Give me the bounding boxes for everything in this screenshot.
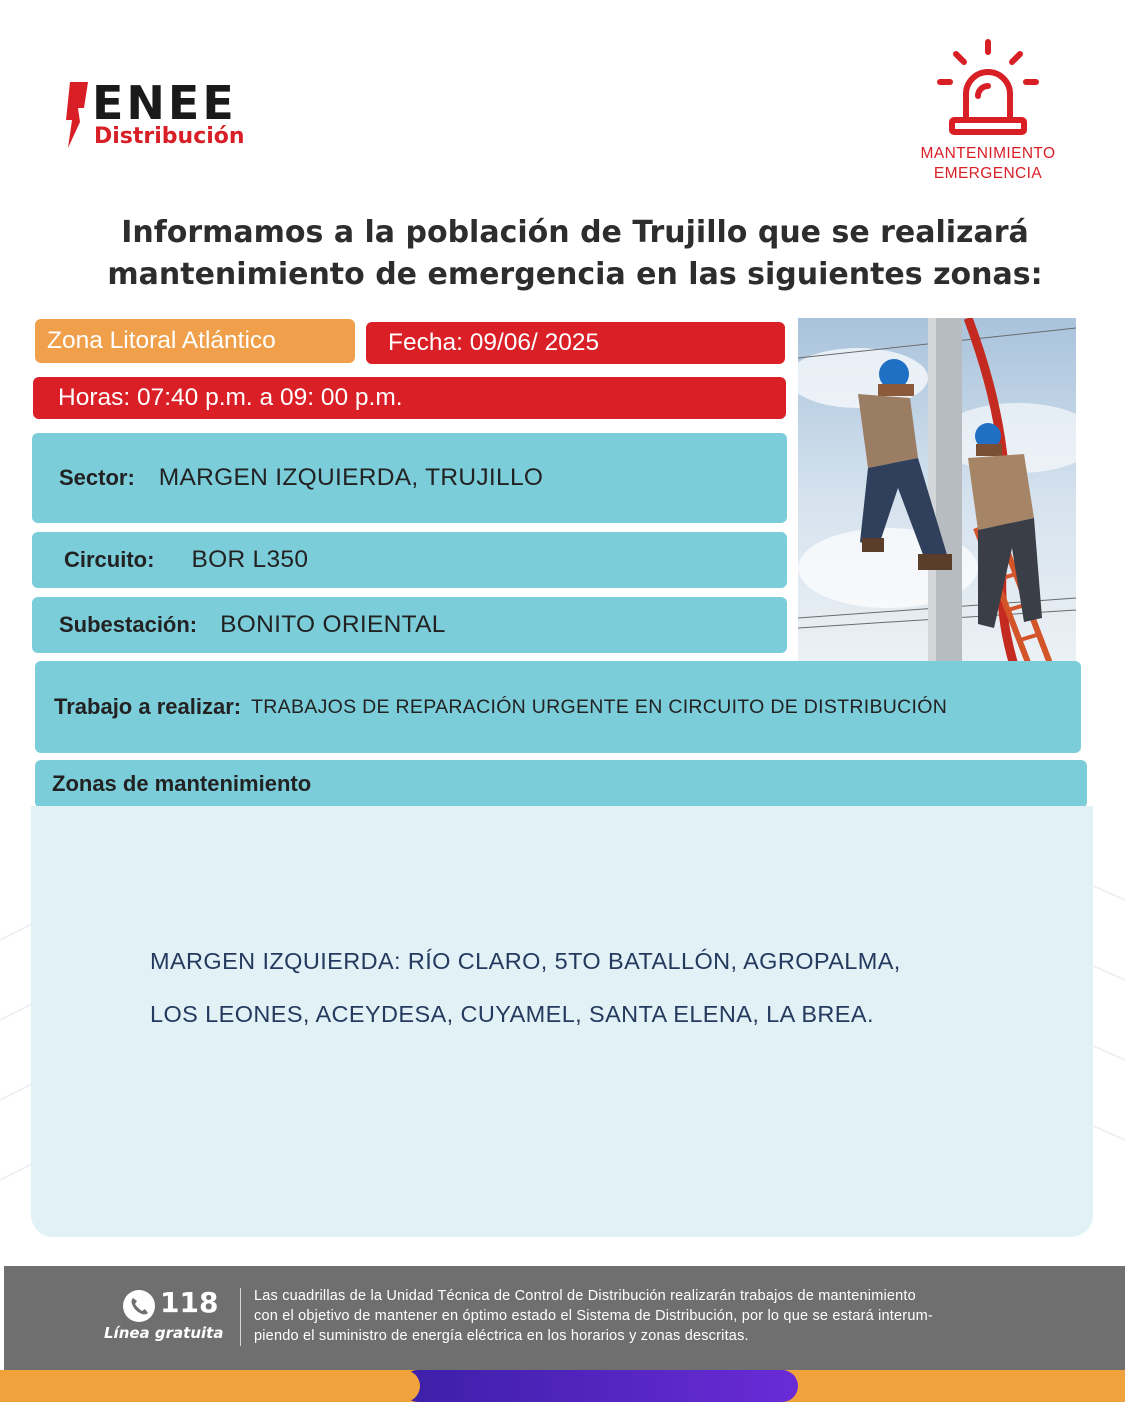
logo-wordmark: ENEE	[92, 76, 237, 130]
subestacion-value: BONITO ORIENTAL	[220, 611, 446, 638]
footer	[4, 1266, 1125, 1370]
zone-line: MARGEN IZQUIERDA: RÍO CLARO, 5TO BATALLÓN, AGROPALMA,	[150, 948, 901, 974]
fecha-pill: Fecha: 09/06/ 2025	[366, 322, 785, 364]
sector-value: MARGEN IZQUIERDA, TRUJILLO	[158, 464, 544, 491]
horas-pill: Horas: 07:40 p.m. a 09: 00 p.m.	[33, 377, 786, 419]
zone-line: LOS LEONES, ACEYDESA, CUYAMEL, SANTA ELENA, LA BREA.	[150, 1001, 874, 1027]
logo-division: Distribución	[94, 124, 245, 149]
subestacion-label: Subestación:	[59, 612, 198, 637]
enee-logo	[64, 78, 294, 158]
zonas-heading-box	[35, 760, 1087, 808]
bottom-bar-accent	[402, 1370, 798, 1402]
trabajo-box	[35, 661, 1081, 753]
lineworkers-photo	[798, 318, 1076, 678]
bottom-bar-left	[0, 1370, 420, 1402]
circuito-value: BOR L350	[191, 546, 309, 573]
footer-disclaimer: Las cuadrillas de la Unidad Técnica de Control de Distribución realizarán trabajos de mantenimiento con el objetivo de mantener en óptimo estado el Sistema de Distribución, por lo que se estará interum- piendo el suministro de energía eléctrica en los horarios y zonas descritas.	[254, 1288, 933, 1344]
emergency-badge	[900, 36, 1076, 186]
zones-content	[31, 806, 1093, 1237]
zonas-heading: Zonas de mantenimiento	[52, 771, 312, 796]
emergency-label: MANTENIMIENTO EMERGENCIA	[920, 145, 1056, 182]
sector-box	[32, 433, 787, 523]
bolt-logo-icon	[64, 82, 90, 148]
siren-icon	[934, 36, 1042, 136]
hotline[interactable]	[104, 1286, 228, 1346]
subestacion-box	[32, 597, 787, 653]
trabajo-label: Trabajo a realizar:	[54, 694, 242, 719]
phone-icon	[122, 1289, 156, 1323]
headline: Informamos a la población de Trujillo que se realizará mantenimiento de emergencia en las siguientes zonas:	[107, 215, 1043, 292]
sector-label: Sector:	[59, 465, 135, 490]
circuito-box	[32, 532, 787, 588]
hotline-label: Línea gratuita	[104, 1324, 224, 1342]
footer-divider	[240, 1288, 241, 1346]
trabajo-value: TRABAJOS DE REPARACIÓN URGENTE EN CIRCUITO DE DISTRIBUCIÓN	[251, 695, 948, 718]
hotline-number: 118	[160, 1286, 219, 1319]
zona-pill: Zona Litoral Atlántico	[35, 319, 355, 363]
circuito-label: Circuito:	[64, 547, 155, 572]
